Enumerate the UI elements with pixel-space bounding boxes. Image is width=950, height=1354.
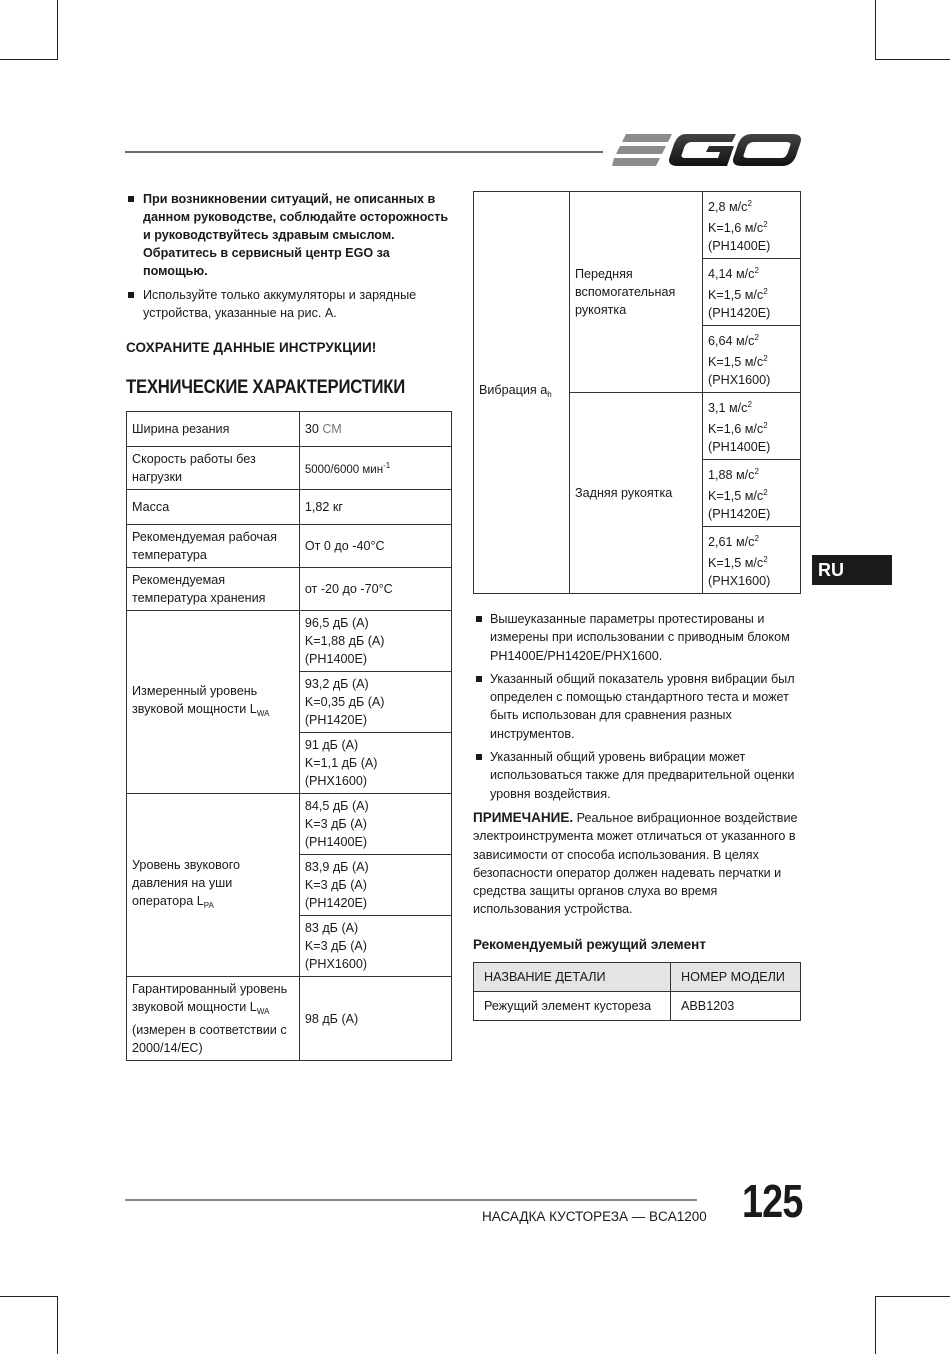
parts-table: [473, 962, 801, 1021]
table-row: [474, 991, 801, 1020]
spec-value: 30 СМ: [299, 412, 451, 447]
crop-mark: [875, 59, 950, 60]
spec-value: 96,5 дБ (A) K=1,88 дБ (A) (PH1400E): [299, 611, 451, 672]
spec-value: 83 дБ (A) K=3 дБ (A) (PHX1600): [299, 916, 451, 977]
spec-label: Масса: [127, 490, 300, 525]
table-row: [127, 490, 452, 525]
vibration-value: 3,1 $м/с^2$ K=1,6 $м/с^2$ (PH1400E): [703, 393, 801, 460]
front-handle-label: Передняя вспомогательная рукоятка: [570, 192, 703, 393]
model-number: ABB1203: [671, 991, 801, 1020]
crop-mark: [57, 0, 58, 60]
vibration-value: 6,64 $м/с^2$ K=1,5 $м/с^2$ (PHX1600): [703, 326, 801, 393]
vibration-value: 4,14 $м/с^2$ K=1,5 $м/с^2$ (PH1420E): [703, 259, 801, 326]
spec-value: 93,2 дБ (A) K=0,35 дБ (A) (PH1420E): [299, 672, 451, 733]
table-row: [127, 977, 452, 1061]
spec-label: Скорость работы без нагрузки: [127, 447, 300, 490]
crop-mark: [875, 0, 876, 60]
column-header: НАЗВАНИЕ ДЕТАЛИ: [474, 962, 671, 991]
vibration-value: 2,8 $м/с^2$ K=1,6 $м/с^2$ (PH1400E): [703, 192, 801, 259]
table-row: [127, 794, 452, 855]
recommended-heading: Рекомендуемый режущий элемент: [473, 936, 706, 952]
table-row: [127, 525, 452, 568]
spec-label: Гарантированный уровень звуковой мощности $L_{WA}$ (измерен в соответствии с 2000/14/EC): [127, 977, 300, 1061]
ego-logo: [612, 128, 802, 172]
specifications-table: [126, 411, 452, 1061]
spec-value: 84,5 дБ (A) K=3 дБ (A) (PH1400E): [299, 794, 451, 855]
vibration-label: Вибрация $a_h$: [474, 192, 570, 594]
list-item: Вышеуказанные параметры протестированы и измерены при использовании с приводным блоком PH1400E/PH1420E/PHX1600.: [473, 610, 801, 665]
spec-value: От 0 до -40°С: [299, 525, 451, 568]
safety-bullet: При возникновении ситуаций, не описанных в данном руководстве, соблюдайте осторожность и руководствуйтесь здравым смыслом. Обратитесь в сервисный центр EGO за помощью.: [126, 190, 452, 280]
table-row: [474, 192, 801, 259]
footer-title: НАСАДКА КУСТОРЕЗА — BCA1200: [482, 1209, 707, 1224]
crop-mark: [57, 1296, 58, 1354]
spec-label: Ширина резания: [127, 412, 300, 447]
table-row: [127, 447, 452, 490]
vibration-value: 1,88 $м/с^2$ K=1,5 $м/с^2$ (PH1420E): [703, 460, 801, 527]
spec-value: 83,9 дБ (A) K=3 дБ (A) (PH1420E): [299, 855, 451, 916]
spec-value: 5000/6000 мин$^{-1}$: [299, 447, 451, 490]
test-notes: [473, 610, 801, 803]
spec-label: Рекомендуемая рабочая температура: [127, 525, 300, 568]
header-rule: [125, 151, 603, 153]
page-number: 125: [742, 1175, 803, 1227]
table-header-row: [474, 962, 801, 991]
spec-value: 91 дБ (A) K=1,1 дБ (A) (PHX1600): [299, 733, 451, 794]
crop-mark: [875, 1296, 876, 1354]
rear-handle-label: Задняя рукоятка: [570, 393, 703, 594]
column-header: НОМЕР МОДЕЛИ: [671, 962, 801, 991]
note-paragraph: [473, 809, 801, 919]
footer-rule: [125, 1199, 697, 1201]
battery-bullet: Используйте только аккумуляторы и зарядные устройства, указанные на рис. А.: [126, 286, 452, 322]
crop-mark: [0, 59, 58, 60]
list-item: Указанный общий показатель уровня вибрации был определен с помощью стандартного теста и может быть использован для сравнения разных инструментов.: [473, 670, 801, 743]
list-item: Указанный общий уровень вибрации может использоваться также для предварительной оценки уровня воздействия.: [473, 748, 801, 803]
spec-label: Рекомендуемая температура хранения: [127, 568, 300, 611]
right-column: [473, 191, 801, 1021]
note-label: ПРИМЕЧАНИЕ.: [473, 809, 574, 825]
part-name: Режущий элемент кустореза: [474, 991, 671, 1020]
spec-value: от -20 до -70°С: [299, 568, 451, 611]
vibration-value: 2,61 $м/с^2$ K=1,5 $м/с^2$ (PHX1600): [703, 527, 801, 594]
table-row: [127, 611, 452, 672]
section-title: ТЕХНИЧЕСКИЕ ХАРАКТЕРИСТИКИ: [126, 377, 406, 398]
save-instructions-heading: СОХРАНИТЕ ДАННЫЕ ИНСТРУКЦИИ!: [126, 340, 377, 355]
left-column: [126, 190, 452, 1061]
note-text: Реальное вибрационное воздействие электроинструмента может отличаться от указанного в зависимости от способа использования. В целях безопасности оператор должен надевать перчатки и средства защиты органов слуха во время использования устройства.: [473, 810, 798, 917]
spec-value: 98 дБ (A): [299, 977, 451, 1061]
crop-mark: [875, 1296, 950, 1297]
crop-mark: [0, 1296, 58, 1297]
spec-value: 1,82 кг: [299, 490, 451, 525]
spec-label: Измеренный уровень звуковой мощности $L_{WA}$: [127, 611, 300, 794]
table-row: [127, 412, 452, 447]
language-tab: RU: [812, 555, 892, 585]
spec-label: Уровень звукового давления на уши оператора $L_{PA}$: [127, 794, 300, 977]
vibration-table: [473, 191, 801, 594]
table-row: [127, 568, 452, 611]
